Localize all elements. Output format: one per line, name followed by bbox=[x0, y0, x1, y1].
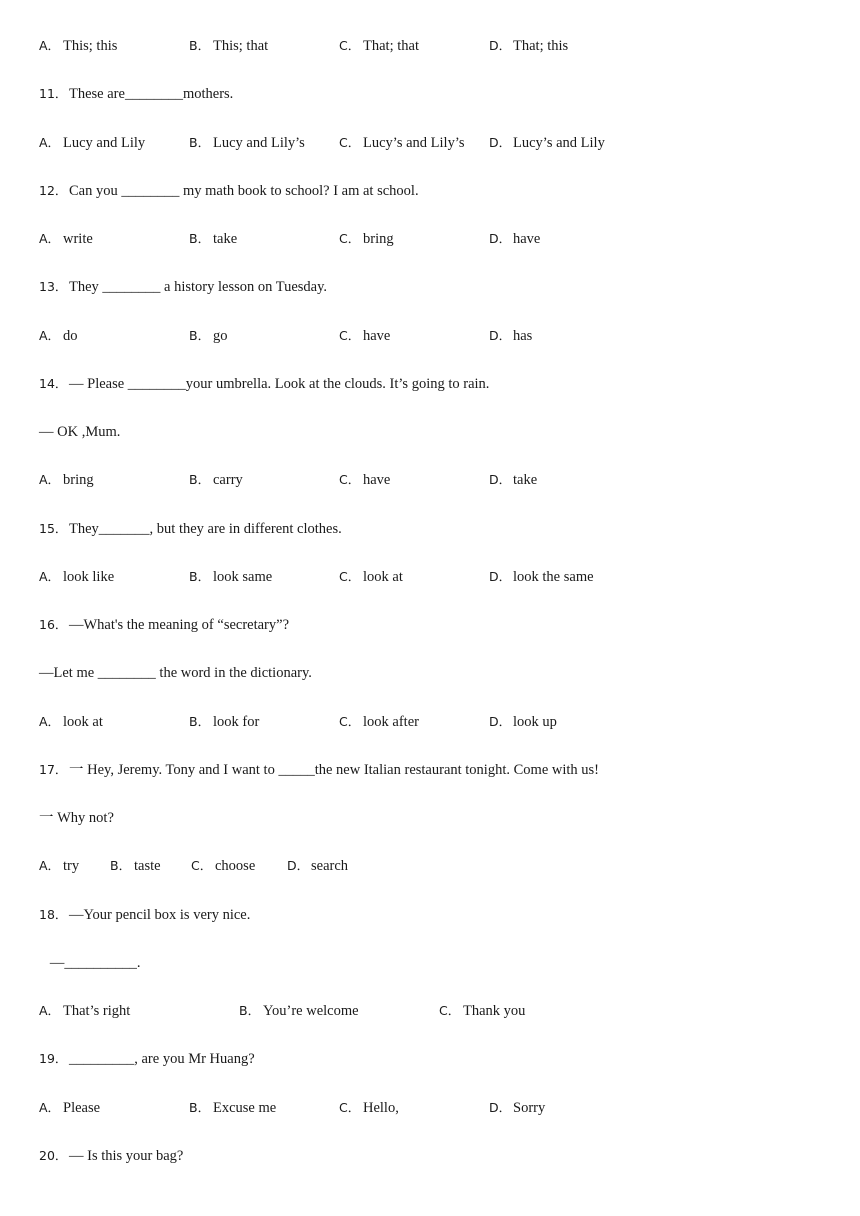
dialogue-line bbox=[0, 952, 860, 974]
option-label: B． bbox=[189, 327, 211, 343]
option-label: C． bbox=[339, 327, 361, 343]
question-line bbox=[0, 518, 860, 540]
option-text: try bbox=[63, 858, 80, 875]
options-line bbox=[0, 325, 860, 347]
option-text: have bbox=[513, 231, 541, 247]
option-label: A． bbox=[39, 858, 61, 874]
option-text: have bbox=[363, 472, 391, 489]
question-text: _________, are you Mr Huang? bbox=[69, 1051, 255, 1068]
option-text: carry bbox=[213, 472, 243, 489]
option-label: B． bbox=[189, 231, 211, 246]
question-number: 18． bbox=[39, 906, 68, 922]
option-text: do bbox=[63, 327, 78, 344]
option-label: B． bbox=[110, 858, 132, 874]
option-text: taste bbox=[134, 858, 161, 875]
option-text: take bbox=[513, 472, 538, 489]
question-line bbox=[0, 904, 860, 926]
option-label: C． bbox=[339, 1099, 361, 1115]
option-label: A． bbox=[39, 134, 61, 150]
question-line bbox=[0, 83, 860, 105]
option-label: B． bbox=[189, 134, 211, 150]
question-line bbox=[0, 180, 860, 202]
option-label: D． bbox=[489, 231, 512, 246]
question-number: 16． bbox=[39, 617, 68, 632]
option-text: go bbox=[213, 327, 228, 344]
option-label: A． bbox=[39, 713, 61, 729]
option-label: A． bbox=[39, 568, 61, 584]
option-label: D． bbox=[489, 38, 512, 53]
options-line bbox=[0, 1000, 860, 1022]
option-text: You’re welcome bbox=[263, 1003, 359, 1019]
option-label: C． bbox=[339, 134, 361, 150]
question-number: 14． bbox=[39, 375, 68, 391]
question-line bbox=[0, 373, 860, 395]
option-label: B． bbox=[189, 1099, 211, 1115]
option-text: Lucy and Lily bbox=[63, 134, 146, 151]
option-text: Lucy’s and Lily’s bbox=[363, 134, 465, 151]
option-text: look at bbox=[363, 568, 403, 585]
question-number: 13． bbox=[39, 279, 68, 295]
question-line bbox=[0, 276, 860, 298]
question-line bbox=[0, 614, 860, 636]
option-label: A． bbox=[39, 1003, 61, 1018]
options-line bbox=[0, 1097, 860, 1119]
option-label: D． bbox=[489, 472, 512, 488]
options-line bbox=[0, 469, 860, 491]
option-text: take bbox=[213, 231, 238, 247]
option-label: D． bbox=[489, 1099, 512, 1115]
option-label: B． bbox=[189, 713, 211, 729]
option-label: C． bbox=[339, 231, 361, 246]
question-number: 19． bbox=[39, 1051, 68, 1067]
option-text: Lucy and Lily’s bbox=[213, 134, 305, 151]
option-text: Hello, bbox=[363, 1099, 399, 1116]
option-label: C． bbox=[339, 713, 361, 729]
options-line bbox=[0, 855, 860, 877]
option-text: write bbox=[63, 231, 93, 247]
dialogue-line bbox=[0, 421, 860, 443]
option-label: D． bbox=[287, 858, 310, 874]
option-text: That; this bbox=[513, 38, 569, 54]
option-text: This; that bbox=[213, 38, 269, 54]
options-line bbox=[0, 228, 860, 250]
question-line bbox=[0, 759, 860, 781]
question-number: 12． bbox=[39, 182, 68, 198]
question-line bbox=[0, 1048, 860, 1070]
option-text: Thank you bbox=[463, 1003, 526, 1019]
option-text: has bbox=[513, 327, 533, 344]
option-text: look the same bbox=[513, 568, 594, 585]
option-label: B． bbox=[189, 568, 211, 584]
dialogue-text: —Let me ________ the word in the dictionary. bbox=[39, 665, 312, 682]
option-text: look for bbox=[213, 713, 260, 730]
option-label: A． bbox=[39, 472, 61, 488]
option-text: search bbox=[311, 858, 349, 875]
option-text: That’s right bbox=[63, 1003, 131, 1019]
dialogue-line bbox=[0, 807, 860, 829]
dialogue-text: — OK ,Mum. bbox=[39, 424, 121, 440]
option-text: Sorry bbox=[513, 1099, 546, 1116]
option-text: look after bbox=[363, 713, 419, 730]
dialogue-line bbox=[0, 662, 860, 684]
option-label: C． bbox=[339, 568, 361, 584]
option-label: D． bbox=[489, 713, 512, 729]
question-number: 15． bbox=[39, 520, 68, 536]
option-label: D． bbox=[489, 327, 512, 343]
option-text: look at bbox=[63, 713, 103, 730]
option-label: B． bbox=[189, 472, 211, 488]
option-text: have bbox=[363, 327, 391, 344]
option-text: look like bbox=[63, 568, 115, 585]
options-line bbox=[0, 132, 860, 154]
question-text: They ________ a history lesson on Tuesday. bbox=[69, 279, 328, 296]
option-label: A． bbox=[39, 327, 61, 343]
option-label: A． bbox=[39, 231, 61, 246]
question-text: — Is this your bag? bbox=[69, 1147, 184, 1164]
question-line bbox=[0, 1145, 860, 1167]
question-text: 一 Hey, Jeremy. Tony and I want to _____the new Italian restaurant tonight. Come with us! bbox=[69, 761, 600, 778]
dialogue-text: 一 Why not? bbox=[39, 810, 114, 826]
option-label: C． bbox=[339, 472, 361, 488]
option-label: B． bbox=[239, 1003, 261, 1018]
option-label: D． bbox=[489, 134, 512, 150]
question-text: Can you ________ my math book to school? I am at school. bbox=[69, 182, 419, 199]
options-line bbox=[0, 35, 860, 57]
option-text: bring bbox=[363, 231, 394, 247]
option-label: D． bbox=[489, 568, 512, 584]
option-label: C． bbox=[339, 38, 361, 53]
options-line bbox=[0, 566, 860, 588]
option-text: look same bbox=[213, 568, 273, 585]
question-text: They_______, but they are in different clothes. bbox=[69, 520, 342, 537]
option-text: look up bbox=[513, 713, 557, 730]
question-number: 11． bbox=[39, 86, 68, 102]
dialogue-text: —__________. bbox=[39, 954, 141, 971]
option-text: Please bbox=[63, 1099, 101, 1116]
question-text: —Your pencil box is very nice. bbox=[69, 906, 251, 923]
question-text: — Please ________your umbrella. Look at the clouds. It’s going to rain. bbox=[69, 375, 490, 392]
question-text: These are________mothers. bbox=[69, 86, 234, 103]
option-text: That; that bbox=[363, 38, 419, 54]
question-number: 17． bbox=[39, 761, 68, 777]
option-label: B． bbox=[189, 38, 211, 53]
question-number: 20． bbox=[39, 1147, 68, 1163]
option-label: C． bbox=[439, 1003, 461, 1018]
option-text: Excuse me bbox=[213, 1099, 277, 1116]
options-line bbox=[0, 711, 860, 733]
option-text: choose bbox=[215, 858, 256, 875]
option-text: Lucy’s and Lily bbox=[513, 134, 605, 151]
option-text: This; this bbox=[63, 38, 118, 54]
option-text: bring bbox=[63, 472, 94, 489]
option-label: A． bbox=[39, 38, 61, 53]
option-label: C． bbox=[191, 858, 213, 874]
question-text: —What's the meaning of “secretary”? bbox=[69, 617, 290, 633]
option-label: A． bbox=[39, 1099, 61, 1115]
